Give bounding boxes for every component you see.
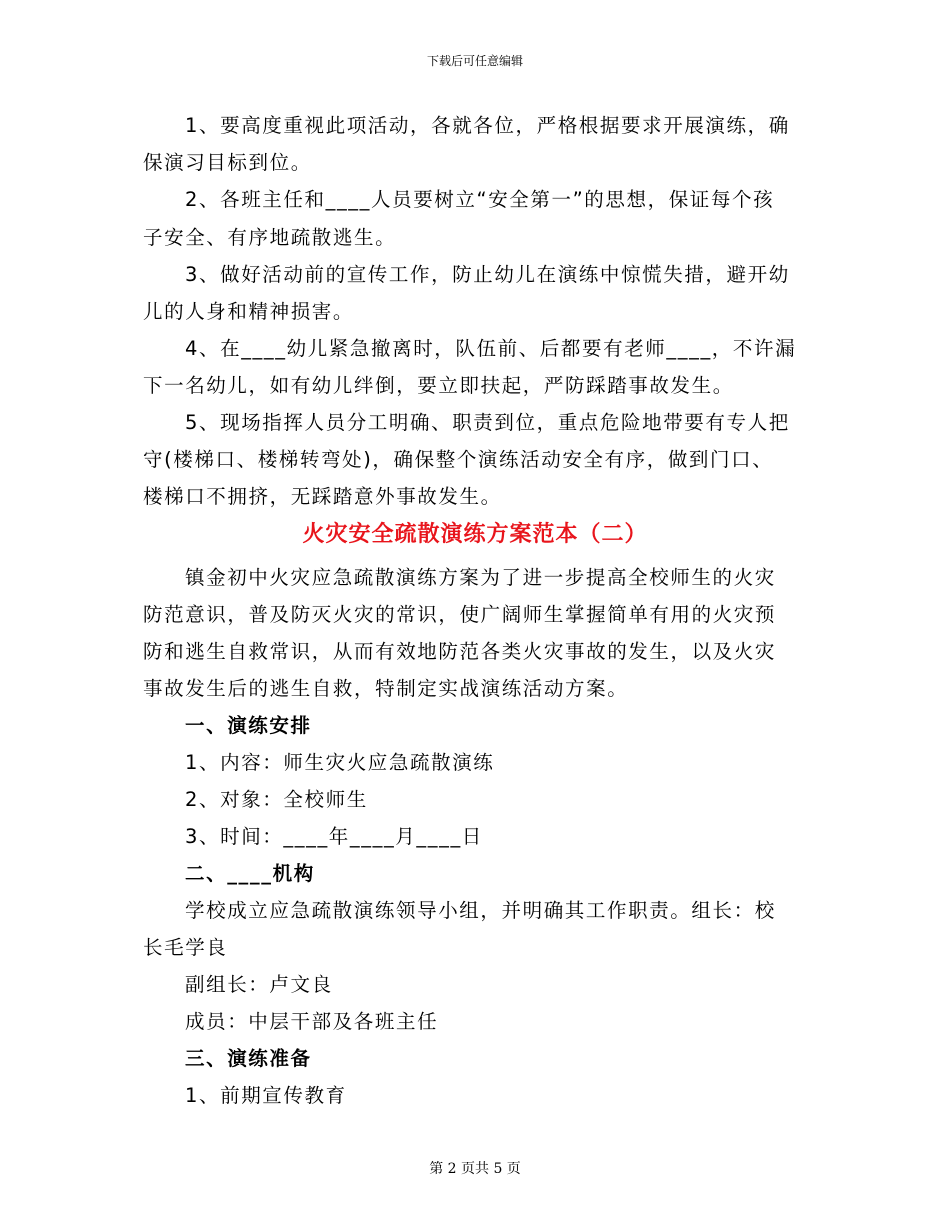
paragraph-line: 保演习目标到位。 — [143, 151, 312, 174]
paragraph-line: 楼梯口不拥挤，无踩踏意外事故发生。 — [143, 485, 502, 508]
paragraph-line: 5、现场指挥人员分工明确、职责到位，重点危险地带要有专人把 — [185, 411, 790, 434]
heading-line: 三、演练准备 — [185, 1047, 312, 1070]
paragraph-line: 4、在____幼儿紧急撤离时，队伍前、后都要有老师____，不许漏 — [185, 337, 797, 360]
paragraph-line: 副组长：卢文良 — [185, 973, 333, 996]
paragraph-line: 学校成立应急疏散演练领导小组，并明确其工作职责。组长：校 — [185, 899, 776, 922]
paragraph-line: 守(楼梯口、楼梯转弯处)，确保整个演练活动安全有序，做到门口、 — [143, 448, 774, 471]
paragraph-line: 2、对象：全校师生 — [185, 788, 368, 811]
page-footer: 第 2 页共 5 页 — [429, 1161, 521, 1177]
paragraph-line: 3、做好活动前的宣传工作，防止幼儿在演练中惊慌失措，避开幼 — [185, 263, 790, 286]
paragraph-line: 下一名幼儿，如有幼儿绊倒，要立即扶起，严防踩踏事故发生。 — [143, 374, 734, 397]
paragraph-line: 事故发生后的逃生自救，特制定实战演练活动方案。 — [143, 677, 629, 700]
paragraph-line: 2、各班主任和____人员要树立“安全第一”的思想，保证每个孩 — [185, 188, 775, 211]
heading-line: 一、演练安排 — [185, 714, 312, 737]
paragraph-line: 镇金初中火灾应急疏散演练方案为了进一步提高全校师生的火灾 — [185, 566, 776, 589]
paragraph-line: 长毛学良 — [143, 936, 228, 959]
paragraph-line: 1、前期宣传教育 — [185, 1084, 347, 1107]
section-title: 火灾安全疏散演练方案范本（二） — [302, 522, 648, 547]
paragraph-line: 1、内容：师生灾火应急疏散演练 — [185, 751, 495, 774]
paragraph-line: 成员：中层干部及各班主任 — [185, 1010, 439, 1033]
paragraph-line: 3、时间：____年____月____日 — [185, 825, 483, 848]
page-header: 下载后可任意编辑 — [426, 54, 523, 68]
paragraph-line: 子安全、有序地疏散逃生。 — [143, 226, 397, 249]
paragraph-line: 防范意识，普及防灭火灾的常识，使广阔师生掌握简单有用的火灾预 — [143, 603, 777, 626]
paragraph-line: 防和逃生自救常识，从而有效地防范各类火灾事故的发生，以及火灾 — [143, 640, 777, 663]
paragraph-line: 1、要高度重视此项活动，各就各位，严格根据要求开展演练，确 — [185, 114, 790, 137]
paragraph-line: 儿的人身和精神损害。 — [143, 300, 355, 323]
heading-line: 二、____机构 — [185, 862, 315, 885]
